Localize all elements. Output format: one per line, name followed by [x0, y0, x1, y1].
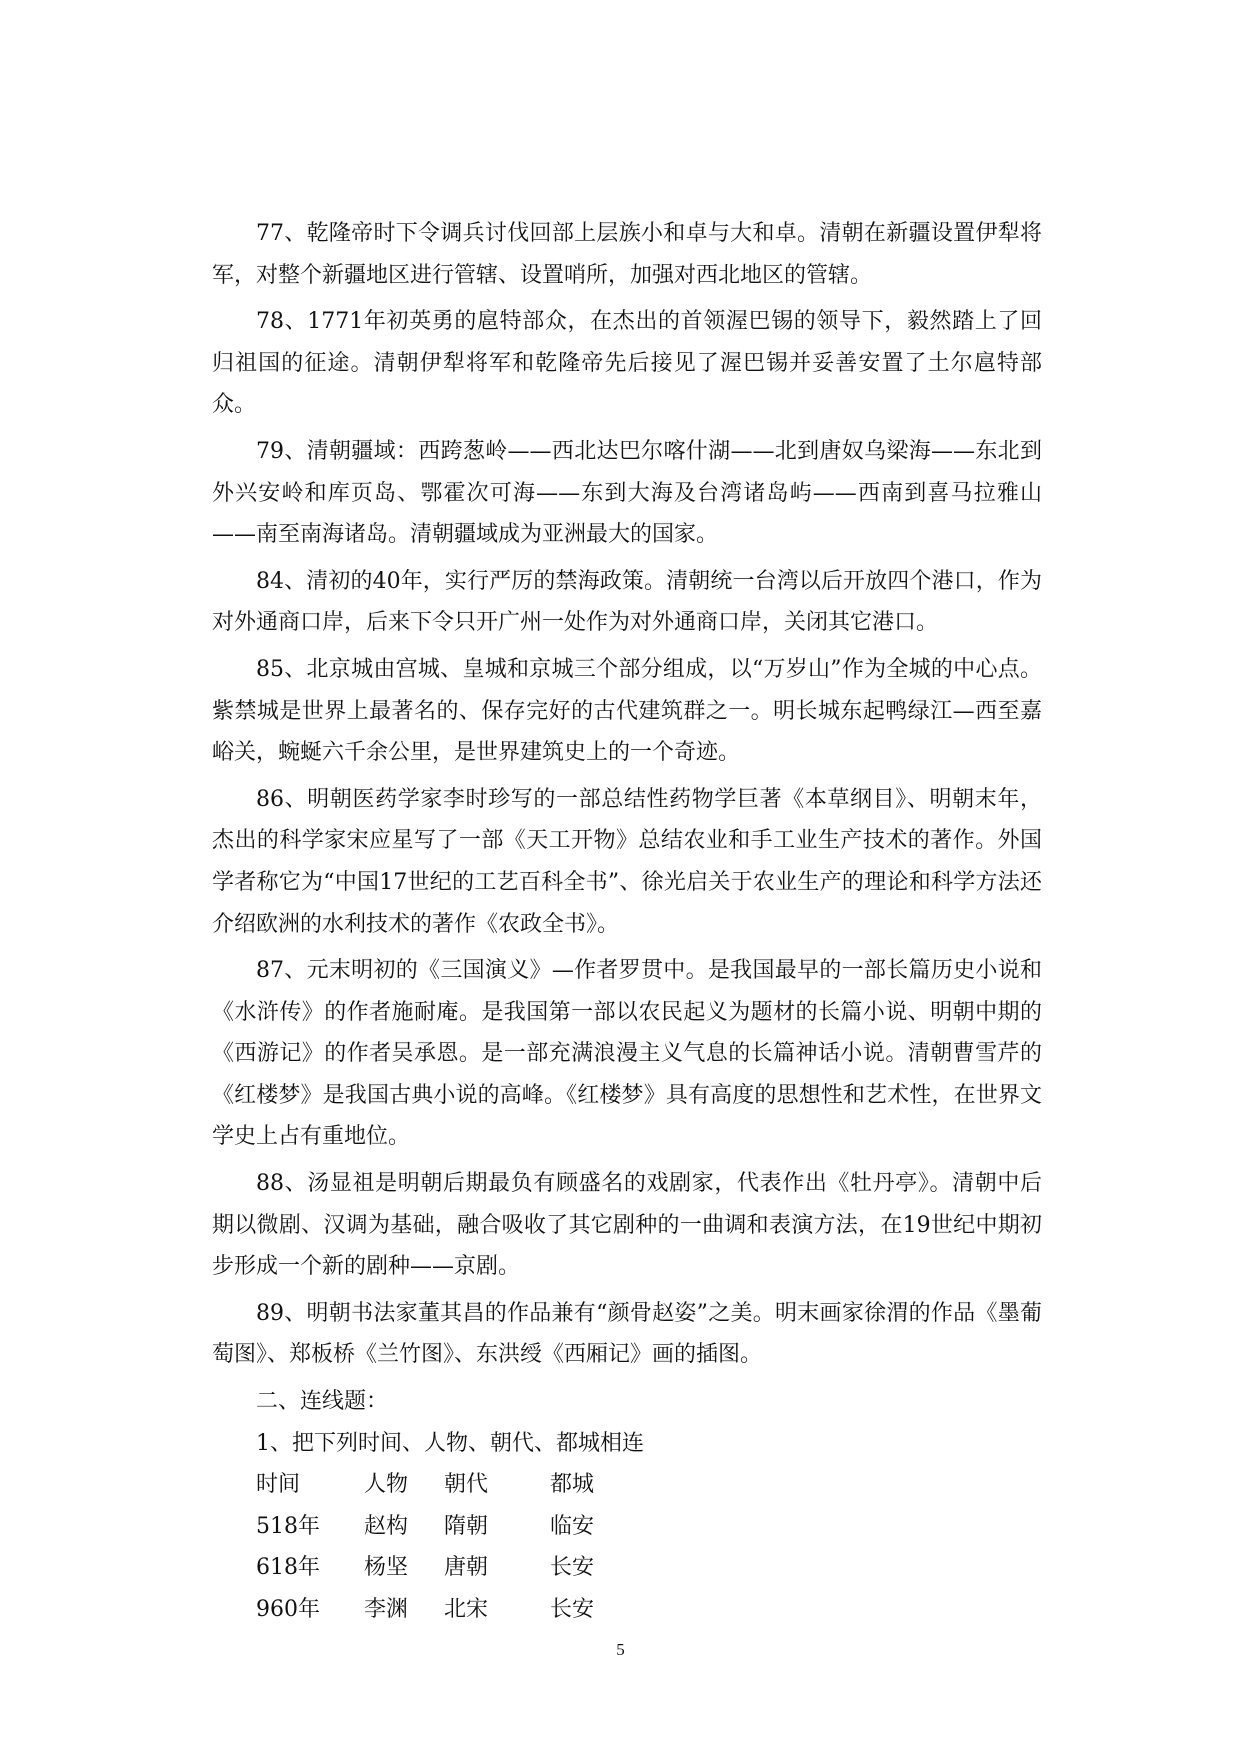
table-cell: 赵构: [364, 1513, 409, 1539]
paragraph-87: 87、元末明初的《三国演义》—作者罗贯中。是我国最早的一部长篇历史小说和《水浒传》的作者施耐庵。是我国第一部以农民起义为题材的长篇小说、明朝中期的《西游记》的作者吴承恩。是一部充满浪漫主义气息的长篇神话小说。清朝曹雪芹的《红楼梦》是我国古典小说的高峰。《红楼梦》具有高度的思想性和艺术性，在世界文学史上占有重地位。: [212, 958, 1042, 1150]
table-cell: 临安: [550, 1513, 595, 1539]
page-number: 5: [616, 1640, 625, 1659]
table-header-cell: 时间: [256, 1472, 301, 1498]
paragraph-85: 85、北京城由宫城、皇城和京城三个部分组成，以“万岁山”作为全城的中心点。紫禁城是世界上最著名的、保存完好的古代建筑群之一。明长城东起鸭绿江—西至嘉峪关，蜿蜒六千余公里，是世界建筑史上的一个奇迹。: [212, 656, 1042, 766]
table-header-row: [212, 1464, 1042, 1506]
table-header-cell: 都城: [550, 1472, 595, 1498]
table-header-cell: 人物: [364, 1472, 409, 1498]
table-row: [212, 1506, 1042, 1548]
paragraph-78: 78、1771年初英勇的扈特部众，在杰出的首领渥巴锡的领导下，毅然踏上了回归祖国的征途。清朝伊犁将军和乾隆帝先后接见了渥巴锡并妥善安置了土尔扈特部众。: [212, 309, 1042, 418]
table-cell: 618年: [256, 1555, 320, 1581]
paragraph-77: 77、乾隆帝时下令调兵讨伐回部上层族小和卓与大和卓。清朝在新疆设置伊犁将军，对整个新疆地区进行管辖、设置哨所，加强对西北地区的管辖。: [212, 221, 1042, 288]
paragraph-88: 88、汤显祖是明朝后期最负有顾盛名的戏剧家，代表作出《牡丹亭》。清朝中后期以微剧、汉调为基础，融合吸收了其它剧种的一曲调和表演方法，在19世纪中期初步形成一个新的剧种——京剧。: [212, 1171, 1042, 1280]
table-cell: 杨坚: [364, 1555, 409, 1581]
paragraph-84: 84、清初的40年，实行严厉的禁海政策。清朝统一台湾以后开放四个港口，作为对外通商口岸，后来下令只开广州一处作为对外通商口岸，关闭其它港口。: [212, 568, 1042, 636]
table-cell: 隋朝: [444, 1513, 489, 1539]
table-cell: 长安: [550, 1555, 595, 1581]
table-cell: 长安: [550, 1597, 595, 1622]
question-title: 1、把下列时间、人物、朝代、都城相连: [256, 1430, 644, 1456]
paragraph-86: 86、明朝医药学家李时珍写的一部总结性药物学巨著《本草纲目》、明朝末年，杰出的科学家宋应星写了一部《天工开物》总结农业和手工业生产技术的著作。外国学者称它为“中国17世纪的工艺百科全书”、徐光启关于农业生产的理论和科学方法还介绍欧洲的水利技术的著作《农政全书》。: [212, 786, 1042, 937]
table-cell: 北宋: [444, 1597, 489, 1622]
table-cell: 唐朝: [444, 1555, 489, 1581]
table-header-cell: 朝代: [444, 1472, 489, 1498]
table-cell: 518年: [256, 1513, 320, 1539]
table-cell: 960年: [256, 1597, 320, 1622]
paragraph-89: 89、明朝书法家董其昌的作品兼有“颜骨赵姿”之美。明末画家徐渭的作品《墨葡萄图》、郑板桥《兰竹图》、东洪绶《西厢记》画的插图。: [212, 1300, 1042, 1368]
table-row: [212, 1589, 1042, 1631]
section-title: 二、连线题：: [256, 1389, 389, 1415]
table-cell: 李渊: [364, 1597, 409, 1622]
table-row: [212, 1547, 1042, 1589]
document-content: [212, 213, 1042, 1631]
paragraph-79: 79、清朝疆域：西跨葱岭——西北达巴尔喀什湖——北到唐奴乌梁海——东北到外兴安岭和库页岛、鄂霍次可海——东到大海及台湾诸岛屿——西南到喜马拉雅山——南至南海诸岛。清朝疆域成为亚洲最大的国家。: [212, 438, 1042, 548]
